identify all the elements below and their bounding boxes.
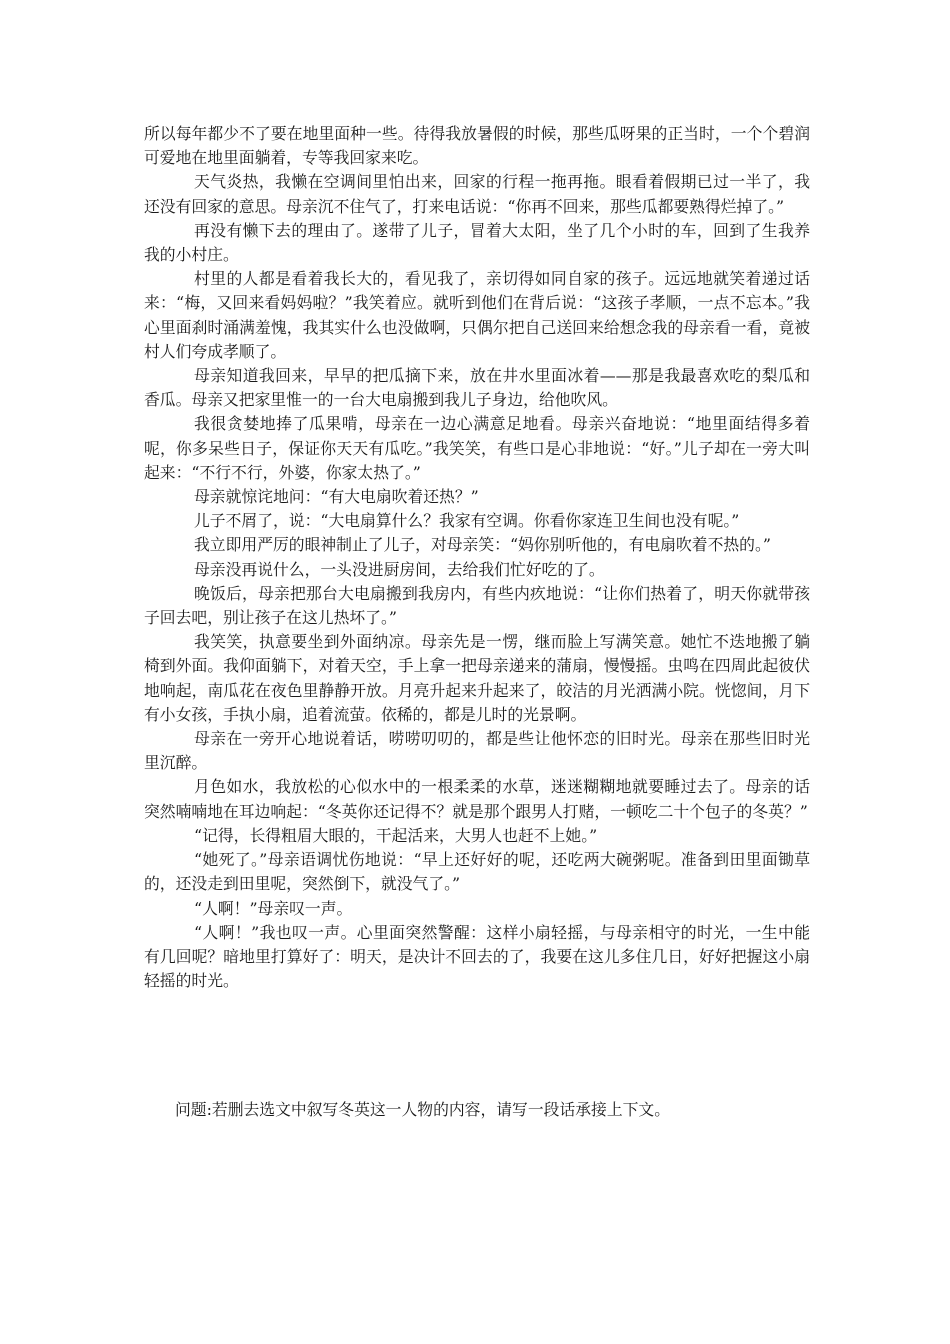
- paragraph-8: 儿子不屑了，说：“大电扇算什么？我家有空调。你看你家连卫生间也没有呢。”: [194, 511, 740, 531]
- paragraph-18: “人啊！”我也叹一声。心里面突然警醒：这样小扇轻摇，与母亲相守的时光，一生中能有几回呢？暗地里打算好了：明天，是决计不回去的了，我要在这儿多住几日，好好把握这小扇轻摇的时光。: [144, 922, 810, 991]
- paragraph-5: 母亲知道我回来，早早的把瓜摘下来，放在井水里面冰着——那是我最喜欢吃的梨瓜和香瓜。母亲又把家里惟一的一台大电扇搬到我儿子身边，给他吹风。: [144, 366, 810, 410]
- paragraph-7: 母亲就惊诧地问：“有大电扇吹着还热？”: [194, 487, 479, 507]
- paragraph-4: 村里的人都是看着我长大的，看见我了，亲切得如同自家的孩子。远远地就笑着递过话来：“梅，又回来看妈妈啦？”我笑着应。就听到他们在背后说：“这孩子孝顺，一点不忘本。”我心里面刹时涌满羞愧，我其实什么也没做啊，只偶尔把自己送回来给想念我的母亲看一看，竟被村人们夸成孝顺了。: [144, 269, 810, 361]
- article-body: [144, 122, 810, 993]
- paragraph-3: 再没有懒下去的理由了。遂带了儿子，冒着大太阳，坐了几个小时的车，回到了生我养我的小村庄。: [144, 220, 810, 265]
- paragraph-12: 我笑笑，执意要坐到外面纳凉。母亲先是一愣，继而脸上写满笑意。她忙不迭地搬了躺椅到外面。我仰面躺下，对着天空，手上拿一把母亲递来的蒲扇，慢慢摇。虫鸣在四周此起彼伏地响起，南瓜花在夜色里静静开放。月亮升起来升起来了，皎洁的月光洒满小院。恍惚间，月下有小女孩，手执小扇，追着流萤。依稀的，都是儿时的光景啊。: [144, 632, 810, 724]
- paragraph-15: “记得，长得粗眉大眼的，干起活来，大男人也赶不上她。”: [194, 825, 598, 845]
- paragraph-10: 母亲没再说什么，一头没进厨房间，去给我们忙好吃的了。: [194, 559, 605, 579]
- paragraph-13: 母亲在一旁开心地说着话，唠唠叨叨的，都是些让他怀恋的旧时光。母亲在那些旧时光里沉醉。: [144, 729, 810, 773]
- paragraph-16: “她死了。”母亲语调忧伤地说：“早上还好好的呢，还吃两大碗粥呢。准备到田里面锄草的，还没走到田里呢，突然倒下，就没气了。”: [144, 850, 810, 894]
- paragraph-17: “人啊！”母亲叹一声。: [194, 898, 353, 918]
- paragraph-6: 我很贪婪地捧了瓜果啃，母亲在一边心满意足地看。母亲兴奋地说：“地里面结得多着呢，你多呆些日子，保证你天天有瓜吃。”我笑笑，有些口是心非地说：“好。”儿子却在一旁大叫起来：“不行不行，外婆，你家太热了。”: [144, 414, 810, 482]
- paragraph-2: 天气炎热，我懒在空调间里怕出来，回家的行程一拖再拖。眼看着假期已过一半了，我还没有回家的意思。母亲沉不住气了，打来电话说：“你再不回来，那些瓜都要熟得烂掉了。”: [144, 172, 810, 216]
- paragraph-11: 晚饭后，母亲把那台大电扇搬到我房内，有些内疚地说：“让你们热着了，明天你就带孩子回去吧，别让孩子在这儿热坏了。”: [144, 583, 810, 628]
- paragraph-9: 我立即用严厉的眼神制止了儿子，对母亲笑：“妈你别听他的，有电扇吹着不热的。”: [194, 535, 771, 555]
- paragraph-14: 月色如水，我放松的心似水中的一根柔柔的水草，迷迷糊糊地就要睡过去了。母亲的话突然喃喃地在耳边响起：“冬英你还记得不？就是那个跟男人打赌，一顿吃二十个包子的冬英？”: [144, 777, 810, 821]
- paragraph-1: 所以每年都少不了要在地里面种一些。待得我放暑假的时候，那些瓜呀果的正当时，一个个碧润可爱地在地里面躺着，专等我回家来吃。: [144, 124, 810, 168]
- question-prompt: 问题:若删去选文中叙写冬英这一人物的内容，请写一段话承接上下文。: [175, 1100, 671, 1119]
